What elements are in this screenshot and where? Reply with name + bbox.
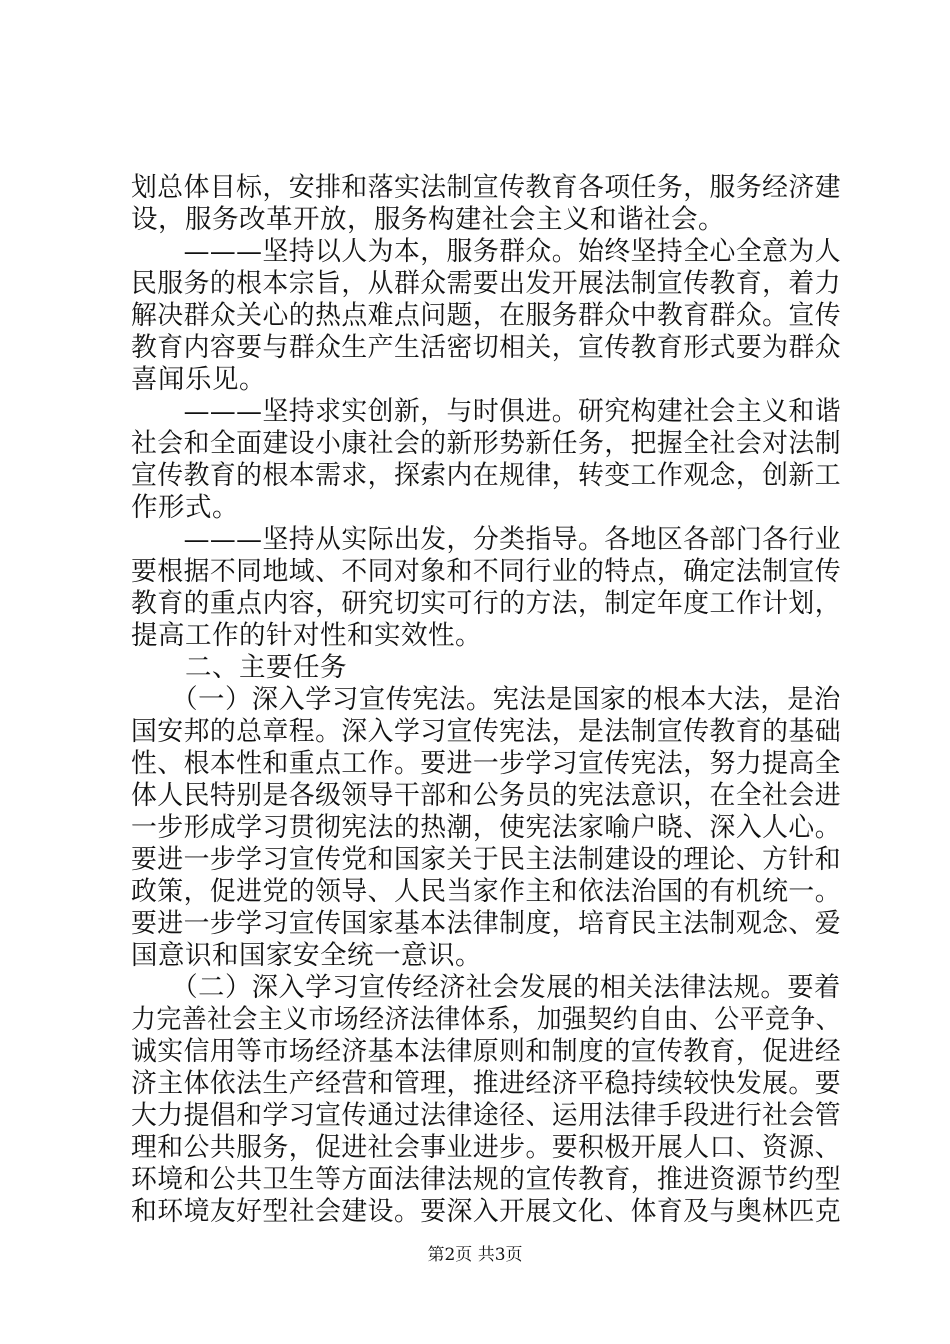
text-line: （二）深入学习宣传经济社会发展的相关法律法规。要着 <box>131 972 841 1003</box>
section-heading: 二、主要任务 <box>131 652 347 683</box>
text-line: 要进一步学习宣传党和国家关于民主法制建设的理论、方针和 <box>131 844 841 875</box>
text-line: 理和公共服务，促进社会事业进步。要积极开展人口、资源、 <box>131 1132 841 1163</box>
text-line: 设，服务改革开放，服务构建社会主义和谐社会。 <box>131 204 725 235</box>
text-line: 要进一步学习宣传国家基本法律制度，培育民主法制观念、爱 <box>131 908 841 939</box>
text-line: ———坚持求实创新，与时俱进。研究构建社会主义和谐 <box>131 396 841 427</box>
page-number-footer: 第2页 共3页 <box>427 1245 523 1265</box>
text-line: 民服务的根本宗旨，从群众需要出发开展法制宣传教育，着力 <box>131 268 841 299</box>
text-line: 国安邦的总章程。深入学习宣传宪法，是法制宣传教育的基础 <box>131 716 841 747</box>
text-line: 解决群众关心的热点难点问题，在服务群众中教育群众。宣传 <box>131 300 841 331</box>
text-line: 教育内容要与群众生产生活密切相关，宣传教育形式要为群众 <box>131 332 841 363</box>
text-line: 诚实信用等市场经济基本法律原则和制度的宣传教育，促进经 <box>131 1036 841 1067</box>
text-line: 教育的重点内容，研究切实可行的方法，制定年度工作计划， <box>131 588 841 619</box>
text-line: 环境和公共卫生等方面法律法规的宣传教育，推进资源节约型 <box>131 1164 841 1195</box>
text-line: 提高工作的针对性和实效性。 <box>131 620 482 651</box>
text-line: 大力提倡和学习宣传通过法律途径、运用法律手段进行社会管 <box>131 1100 841 1131</box>
text-line: 性、根本性和重点工作。要进一步学习宣传宪法，努力提高全 <box>131 748 841 779</box>
text-line: （一）深入学习宣传宪法。宪法是国家的根本大法，是治 <box>131 684 841 715</box>
text-line: 政策，促进党的领导、人民当家作主和依法治国的有机统一。 <box>131 876 841 907</box>
text-line: ———坚持以人为本，服务群众。始终坚持全心全意为人 <box>131 236 841 267</box>
text-line: 喜闻乐见。 <box>131 364 266 395</box>
text-line: 宣传教育的根本需求，探索内在规律，转变工作观念，创新工 <box>131 460 841 491</box>
text-line: ———坚持从实际出发，分类指导。各地区各部门各行业 <box>131 524 841 555</box>
text-line: 济主体依法生产经营和管理，推进经济平稳持续较快发展。要 <box>131 1068 841 1099</box>
text-line: 和环境友好型社会建设。要深入开展文化、体育及与奥林匹克 <box>131 1196 841 1227</box>
text-line: 划总体目标，安排和落实法制宣传教育各项任务，服务经济建 <box>131 172 841 203</box>
text-line: 力完善社会主义市场经济法律体系，加强契约自由、公平竞争、 <box>131 1004 841 1035</box>
text-line: 国意识和国家安全统一意识。 <box>131 940 482 971</box>
text-line: 体人民特别是各级领导干部和公务员的宪法意识，在全社会进 <box>131 780 841 811</box>
text-line: 一步形成学习贯彻宪法的热潮，使宪法家喻户晓、深入人心。 <box>131 812 841 843</box>
text-line: 要根据不同地域、不同对象和不同行业的特点，确定法制宣传 <box>131 556 841 587</box>
text-line: 作形式。 <box>131 492 239 523</box>
text-line: 社会和全面建设小康社会的新形势新任务，把握全社会对法制 <box>131 428 841 459</box>
